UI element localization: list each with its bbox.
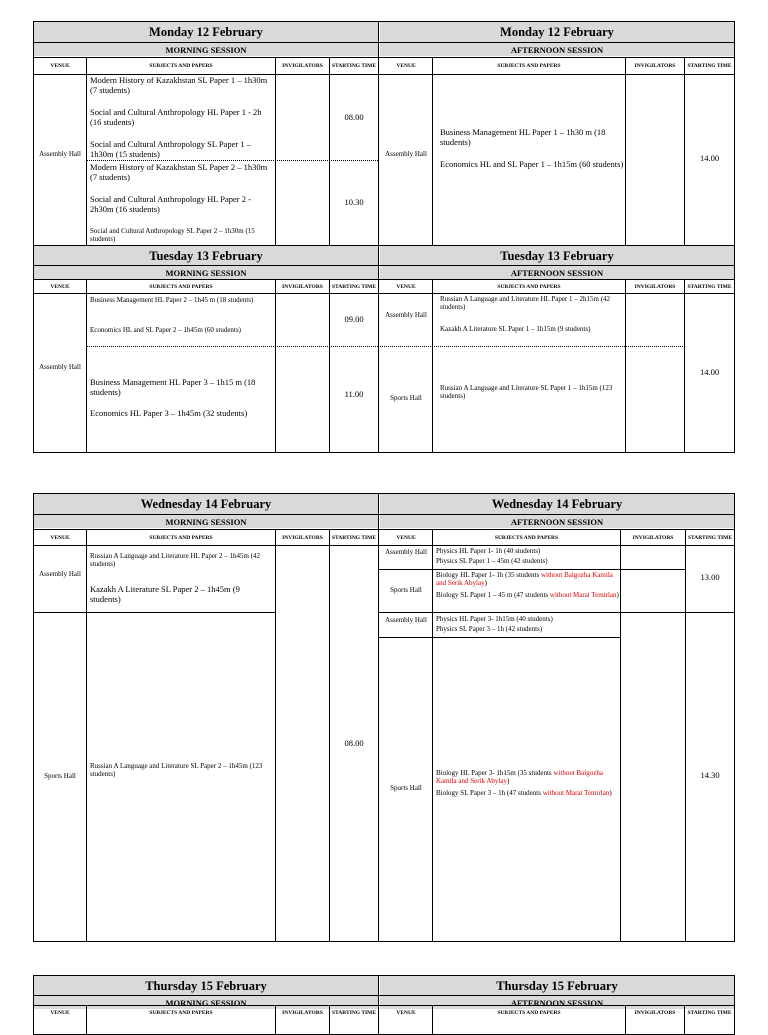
day-header-thursday-morning: Thursday 15 February: [34, 976, 378, 996]
exam-entry: Modern History of Kazakhstan SL Paper 1 – 1h30m (7 students): [90, 75, 268, 95]
exam-entry-text: ): [616, 591, 619, 599]
col-invigilators: INVIGILATORS: [282, 534, 323, 541]
col-subjects: SUBJECTS AND PAPERS: [497, 63, 561, 69]
col-subjects: SUBJECTS AND PAPERS: [497, 283, 561, 290]
col-venue: VENUE: [396, 63, 416, 69]
start-time: 11.00: [344, 389, 364, 399]
exam-entry-text: Biology HL Paper 3- 1h15m (35 students: [436, 769, 554, 777]
col-starting-time: STARTING TIME: [331, 534, 377, 541]
venue-cell: Sports Hall: [44, 772, 76, 780]
day-header-tuesday-morning: Tuesday 13 February: [34, 246, 378, 266]
exam-entry-text: ): [484, 579, 487, 587]
col-starting-time: STARTING TIME: [331, 63, 377, 69]
exam-entry: Social and Cultural Anthropology HL Paper 2 - 2h30m (16 students): [90, 194, 251, 214]
start-time: 08.00: [344, 112, 364, 122]
col-invigilators: INVIGILATORS: [282, 63, 323, 69]
venue-cell: Assembly Hall: [39, 570, 81, 578]
exam-entry: Kazakh A Literature SL Paper 2 – 1h45m (9 students): [90, 584, 240, 604]
col-starting-time: STARTING TIME: [687, 283, 732, 290]
exam-entry-text: ): [609, 789, 612, 797]
start-time: 14.00: [699, 153, 720, 163]
col-venue: VENUE: [50, 283, 70, 290]
exam-entry: Economics HL and SL Paper 2 – 1h45m (60 students): [90, 326, 241, 334]
exam-entry: Russian A Language and Literature SL Paper 1 – 1h15m (123 students): [440, 384, 613, 400]
venue-cell: Assembly Hall: [39, 150, 81, 158]
col-venue: VENUE: [396, 283, 416, 290]
exam-entry-text: Biology SL Paper 1 – 45 m (47 students: [436, 591, 550, 599]
day-header-monday-afternoon: Monday 12 February: [380, 22, 734, 42]
col-venue: VENUE: [50, 1010, 70, 1016]
col-venue: VENUE: [396, 1010, 416, 1016]
exam-entry: Economics HL and SL Paper 1 – 1h15m (60 students): [440, 159, 624, 169]
exam-note: without Marat Temirlan: [542, 789, 610, 797]
session-morning: MORNING SESSION: [34, 266, 378, 279]
exam-entry-text: Biology HL Paper 1- 1h (35 students: [436, 571, 541, 579]
exam-entry: Business Management HL Paper 2 – 1h45 m (18 students): [90, 296, 254, 304]
start-time: 13.00: [700, 572, 720, 582]
venue-cell: Sports Hall: [390, 784, 422, 792]
col-invigilators: INVIGILATORS: [282, 1010, 323, 1016]
day-header-wednesday-morning: Wednesday 14 February: [34, 494, 378, 514]
exam-entry: Russian A Language and Literature HL Paper 2 – 1h45m (42 students): [90, 552, 261, 568]
col-venue: VENUE: [50, 534, 70, 541]
col-subjects: SUBJECTS AND PAPERS: [149, 283, 213, 290]
col-starting-time: STARTING TIME: [687, 534, 733, 541]
col-invigilators: INVIGILATORS: [632, 534, 674, 541]
exam-entry: Physics SL Paper 3 – 1h (42 students): [436, 625, 543, 633]
exam-entry: Physics SL Paper 1 – 45m (42 students): [436, 557, 548, 565]
col-invigilators: INVIGILATORS: [634, 63, 676, 69]
venue-cell: Sports Hall: [390, 586, 422, 594]
exam-note: without Marat Temirlan: [549, 591, 617, 599]
exam-entry: Economics HL Paper 3 – 1h45m (32 students): [90, 408, 248, 418]
exam-entry-text: ): [506, 777, 510, 785]
col-subjects: SUBJECTS AND PAPERS: [149, 534, 213, 541]
exam-entry: Physics HL Paper 3- 1h15m (40 students): [436, 615, 553, 623]
session-morning: MORNING SESSION: [34, 43, 378, 56]
exam-entry: [436, 789, 620, 797]
venue-cell: Assembly Hall: [39, 363, 81, 371]
exam-entry: Physics HL Paper 1- 1h (40 students): [436, 547, 541, 555]
venue-cell: Assembly Hall: [385, 150, 427, 158]
col-starting-time: STARTING TIME: [687, 1010, 732, 1016]
exam-entry: Kazakh A Literature SL Paper 1 – 1h15m (9 students): [440, 325, 591, 333]
exam-entry: Social and Cultural Anthropology SL Paper 1 – 1h30m (15 students): [90, 139, 251, 159]
exam-note: without Balgozha Kamila and Serik Abylay: [436, 571, 613, 587]
venue-cell: Assembly Hall: [385, 548, 427, 556]
start-time: 08.00: [344, 738, 364, 748]
exam-entry: Social and Cultural Anthropology SL Paper 2 – 1h30m (15 students): [90, 227, 255, 243]
start-time: 10.30: [344, 197, 364, 207]
exam-entry: [436, 571, 620, 587]
day-header-wednesday-afternoon: Wednesday 14 February: [380, 494, 734, 514]
exam-note: without Balgozha Kamila and Serik Abylay: [436, 769, 603, 785]
session-afternoon: AFTERNOON SESSION: [380, 266, 734, 279]
col-subjects: SUBJECTS AND PAPERS: [149, 63, 213, 69]
col-starting-time: STARTING TIME: [687, 63, 732, 69]
day-header-tuesday-afternoon: Tuesday 13 February: [380, 246, 734, 266]
col-invigilators: INVIGILATORS: [634, 1010, 676, 1016]
exam-entry: Business Management HL Paper 3 – 1h15 m (18 students): [90, 377, 256, 397]
venue-cell: Assembly Hall: [385, 311, 427, 319]
exam-entry: [436, 769, 620, 785]
col-invigilators: INVIGILATORS: [282, 283, 323, 290]
session-afternoon: AFTERNOON SESSION: [380, 996, 734, 1009]
session-afternoon: AFTERNOON SESSION: [380, 43, 734, 56]
exam-entry: [436, 591, 620, 599]
col-subjects: SUBJECTS AND PAPERS: [149, 1010, 213, 1016]
exam-entry: Business Management HL Paper 1 – 1h30 m (18 students): [440, 127, 606, 147]
session-morning: MORNING SESSION: [34, 996, 378, 1009]
exam-entry: Modern History of Kazakhstan SL Paper 2 – 1h30m (7 students): [90, 162, 268, 182]
venue-cell: Assembly Hall: [385, 616, 427, 624]
col-starting-time: STARTING TIME: [331, 283, 377, 290]
start-time: 14.30: [700, 770, 720, 780]
session-morning: MORNING SESSION: [34, 515, 378, 528]
col-subjects: SUBJECTS AND PAPERS: [497, 1010, 561, 1016]
venue-cell: Sports Hall: [390, 394, 422, 402]
session-afternoon: AFTERNOON SESSION: [380, 515, 734, 528]
day-header-thursday-afternoon: Thursday 15 February: [380, 976, 734, 996]
start-time: 14.00: [699, 367, 720, 377]
col-venue: VENUE: [396, 534, 416, 541]
col-venue: VENUE: [50, 63, 70, 69]
start-time: 09.00: [344, 314, 364, 324]
col-starting-time: STARTING TIME: [331, 1010, 377, 1016]
exam-entry-text: Biology SL Paper 3 – 1h (47 students: [436, 789, 543, 797]
col-subjects: SUBJECTS AND PAPERS: [494, 534, 559, 541]
exam-entry: Russian A Language and Literature SL Paper 2 – 1h45m (123 students): [90, 762, 263, 778]
exam-entry: Russian A Language and Literature HL Paper 1 – 2h15m (42 students): [440, 295, 611, 311]
exam-entry: Social and Cultural Anthropology HL Paper 1 - 2h (16 students): [90, 107, 262, 127]
col-invigilators: INVIGILATORS: [634, 283, 676, 290]
day-header-monday-morning: Monday 12 February: [34, 22, 378, 42]
